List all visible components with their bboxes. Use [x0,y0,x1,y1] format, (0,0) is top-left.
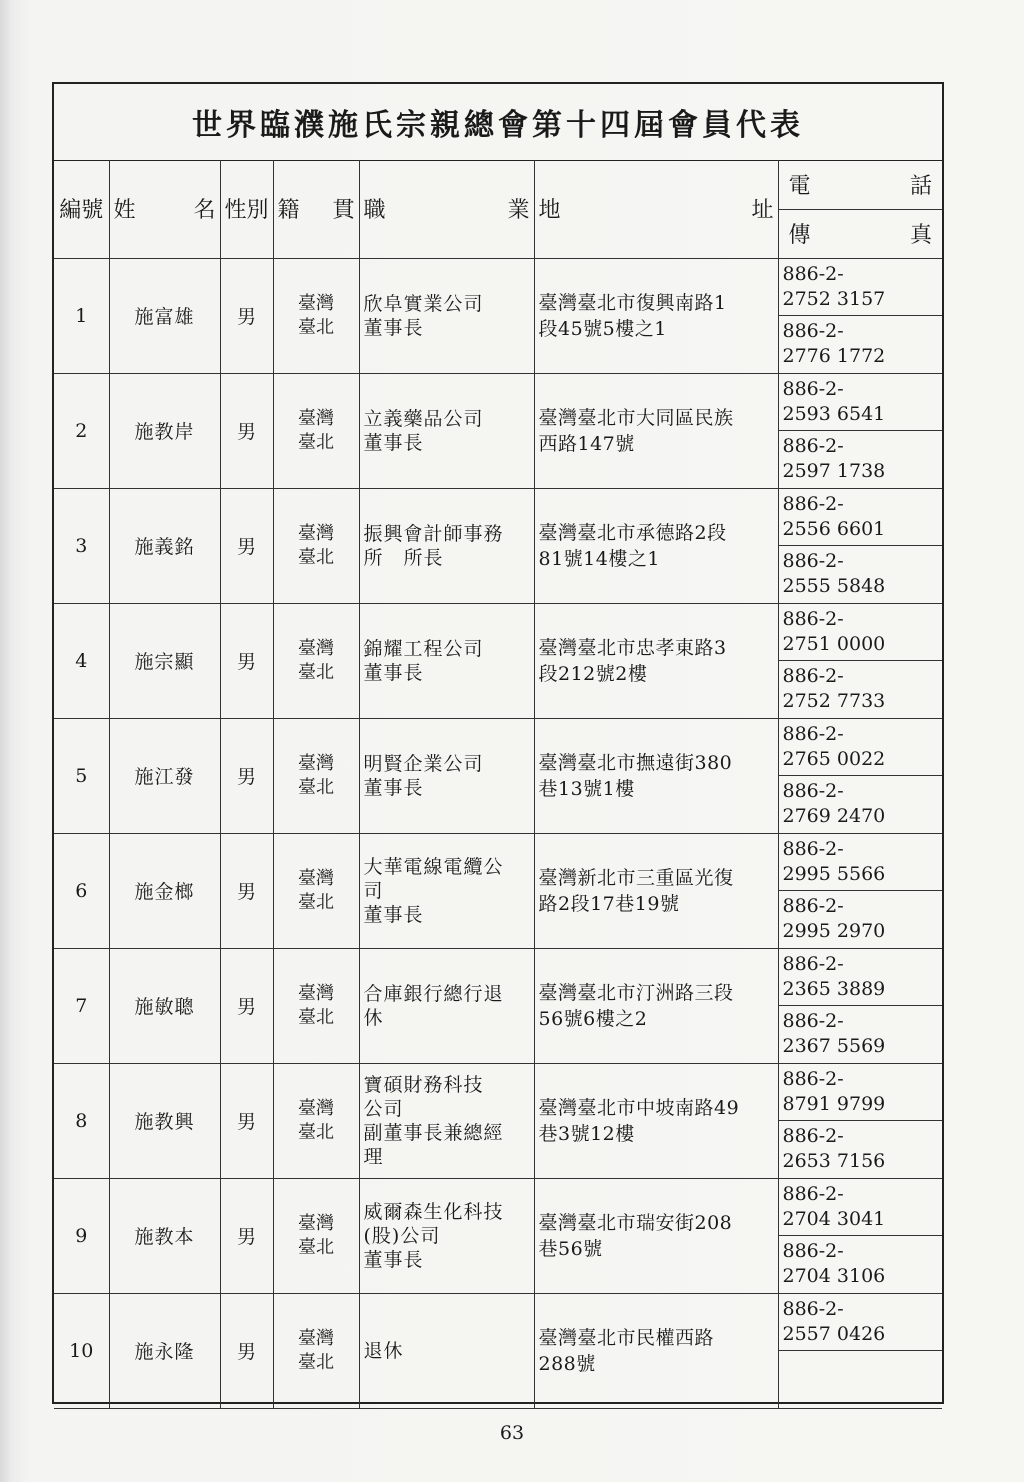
member-occupation [359,488,534,603]
member-phone [778,833,942,891]
text-line: 董事長 [363,661,424,684]
member-name: 施江發 [109,718,220,833]
text-line: 2704 3106 [782,1265,886,1288]
header-phone: 電 話 [778,160,942,209]
table-row [54,373,942,431]
member-sex: 男 [220,373,273,488]
member-number: 8 [54,1063,109,1178]
text-line: 886-2- [782,262,844,285]
text-line: 2704 3041 [782,1207,886,1230]
member-address [534,718,778,833]
text-line: 路2段17巷19號 [538,892,680,915]
member-number: 6 [54,833,109,948]
member-occupation [359,833,534,948]
text-line: 886-2- [782,435,844,458]
member-occupation [359,258,534,373]
text-line: 董事長 [363,1248,424,1271]
text-line: 8791 9799 [782,1092,886,1115]
member-origin [273,718,359,833]
text-line: 2555 5848 [782,575,886,598]
member-name: 施教岸 [109,373,220,488]
text-line: 臺灣臺北市中坡南路49 [538,1096,740,1119]
member-number: 3 [54,488,109,603]
origin-line: 臺北 [298,661,334,683]
text-line: 董事長 [363,776,424,799]
text-line: 56號6樓之2 [538,1007,648,1030]
text-line: 休 [363,1006,384,1029]
text-line: 西路147號 [538,432,635,455]
text-line: 段212號2樓 [538,662,648,685]
member-number: 2 [54,373,109,488]
member-roster-sheet [52,82,944,1404]
text-line: 2367 5569 [782,1035,886,1058]
origin-line: 臺灣 [298,407,334,429]
table-row [54,833,942,891]
member-phone [778,373,942,431]
header-job: 職 業 [359,160,534,258]
text-line: 886-2- [782,1240,844,1263]
text-line: 董事長 [363,316,424,339]
text-line: 董事長 [363,431,424,454]
text-line: 欣阜實業公司 [363,292,484,315]
member-fax [778,661,942,719]
text-line: 巷13號1樓 [538,777,635,800]
member-address [534,1293,778,1408]
member-address [534,603,778,718]
member-fax [778,1121,942,1179]
member-number: 1 [54,258,109,373]
member-address [534,258,778,373]
text-line: 臺灣臺北市撫遠街380 [538,751,733,774]
table-row [54,603,942,661]
text-line: 巷56號 [538,1237,603,1260]
member-occupation [359,1063,534,1178]
text-line: 886-2- [782,377,844,400]
text-line: 2365 3889 [782,977,886,1000]
origin-line: 臺北 [298,316,334,338]
text-line: 886-2- [782,607,844,630]
header-address: 地 址 [534,160,778,258]
text-line: (股)公司 [363,1224,441,1247]
table-row [54,1293,942,1351]
member-number: 5 [54,718,109,833]
table-row [54,1063,942,1121]
member-name: 施教興 [109,1063,220,1178]
member-occupation [359,718,534,833]
member-occupation [359,373,534,488]
member-name: 施永隆 [109,1293,220,1408]
text-line: 臺灣臺北市大同區民族 [538,406,734,429]
text-line: 886-2- [782,492,844,515]
text-line: 明賢企業公司 [363,752,484,775]
member-name: 施教本 [109,1178,220,1293]
member-fax [778,1006,942,1064]
member-sex: 男 [220,603,273,718]
member-sex: 男 [220,1178,273,1293]
member-phone [778,1063,942,1121]
member-fax [778,1351,942,1409]
member-fax [778,316,942,374]
member-phone [778,603,942,661]
member-origin [273,258,359,373]
member-origin [273,833,359,948]
text-line: 臺灣臺北市承德路2段 [538,521,727,544]
member-number: 9 [54,1178,109,1293]
member-occupation [359,1293,534,1408]
member-fax [778,431,942,489]
text-line: 2593 6541 [782,402,886,425]
member-fax [778,776,942,834]
text-line: 臺灣新北市三重區光復 [538,866,734,889]
text-line: 威爾森生化科技 [363,1200,504,1223]
header-origin: 籍 貫 [273,160,359,258]
text-line: 886-2- [782,1010,844,1033]
text-line: 理 [363,1145,384,1168]
text-line: 288號 [538,1352,596,1375]
member-name: 施富雄 [109,258,220,373]
origin-line: 臺灣 [298,1097,334,1119]
text-line: 886-2- [782,1067,844,1090]
text-line: 臺灣臺北市復興南路1 [538,291,727,314]
text-line: 臺灣臺北市民權西路 [538,1326,715,1349]
member-phone [778,718,942,776]
member-origin [273,948,359,1063]
text-line: 2752 7733 [782,690,886,713]
origin-line: 臺北 [298,1351,334,1373]
header-fax: 傳 真 [778,209,942,258]
header-row [54,160,942,209]
text-line: 886-2- [782,1182,844,1205]
member-origin [273,1293,359,1408]
origin-line: 臺北 [298,1236,334,1258]
member-name: 施金榔 [109,833,220,948]
text-line: 所 所長 [363,546,444,569]
text-line: 886-2- [782,665,844,688]
text-line: 振興會計師事務 [363,522,504,545]
text-line: 立義藥品公司 [363,407,484,430]
member-sex: 男 [220,258,273,373]
member-occupation [359,603,534,718]
table-row [54,718,942,776]
member-phone [778,1293,942,1351]
member-address [534,833,778,948]
header-sex: 性別 [220,160,273,258]
text-line: 董事長 [363,903,424,926]
origin-line: 臺北 [298,431,334,453]
origin-line: 臺灣 [298,752,334,774]
origin-line: 臺灣 [298,637,334,659]
text-line: 886-2- [782,550,844,573]
text-line: 886-2- [782,895,844,918]
text-line: 2653 7156 [782,1150,886,1173]
text-line: 大華電線電纜公 [363,855,504,878]
text-line: 合庫銀行總行退 [363,982,504,1005]
member-name: 施宗顯 [109,603,220,718]
text-line: 司 [363,879,384,902]
member-address [534,1063,778,1178]
member-origin [273,1063,359,1178]
member-phone [778,948,942,1006]
member-sex: 男 [220,833,273,948]
text-line: 2776 1772 [782,345,886,368]
member-address [534,1178,778,1293]
member-phone [778,258,942,316]
text-line: 2765 0022 [782,747,886,770]
member-sex: 男 [220,488,273,603]
page-title: 世界臨濮施氏宗親總會第十四屆會員代表 [54,84,942,161]
text-line: 886-2- [782,952,844,975]
member-origin [273,488,359,603]
origin-line: 臺灣 [298,522,334,544]
text-line: 2752 3157 [782,287,886,310]
origin-line: 臺北 [298,1121,334,1143]
text-line: 公司 [363,1097,404,1120]
text-line: 錦耀工程公司 [363,637,484,660]
origin-line: 臺灣 [298,1212,334,1234]
member-occupation [359,948,534,1063]
member-address [534,948,778,1063]
member-name: 施義銘 [109,488,220,603]
member-phone [778,488,942,546]
member-phone [778,1178,942,1236]
member-sex: 男 [220,1293,273,1408]
member-fax [778,546,942,604]
text-line: 寶碩財務科技 [363,1073,484,1096]
origin-line: 臺北 [298,1006,334,1028]
text-line: 2995 2970 [782,920,886,943]
member-sex: 男 [220,1063,273,1178]
origin-line: 臺灣 [298,292,334,314]
member-origin [273,373,359,488]
member-origin [273,603,359,718]
member-address [534,488,778,603]
origin-line: 臺灣 [298,1327,334,1349]
member-sex: 男 [220,718,273,833]
member-origin [273,1178,359,1293]
text-line: 2557 0426 [782,1322,886,1345]
text-line: 2597 1738 [782,460,886,483]
header-num: 編號 [54,160,109,258]
text-line: 886-2- [782,837,844,860]
member-occupation [359,1178,534,1293]
text-line: 臺灣臺北市忠孝東路3 [538,636,727,659]
member-name: 施敏聰 [109,948,220,1063]
text-line: 886-2- [782,1297,844,1320]
member-address [534,373,778,488]
table-row [54,258,942,316]
origin-line: 臺灣 [298,867,334,889]
text-line: 886-2- [782,722,844,745]
origin-line: 臺灣 [298,982,334,1004]
member-number: 10 [54,1293,109,1408]
text-line: 2995 5566 [782,862,886,885]
text-line: 臺灣臺北市汀洲路三段 [538,981,734,1004]
member-fax [778,891,942,949]
text-line: 巷3號12樓 [538,1122,635,1145]
text-line: 886-2- [782,1125,844,1148]
member-fax [778,1236,942,1294]
page-number: 63 [499,1422,525,1444]
table-row [54,1178,942,1236]
table-row [54,488,942,546]
text-line: 退休 [363,1339,404,1362]
text-line: 2751 0000 [782,632,886,655]
origin-line: 臺北 [298,776,334,798]
text-line: 2556 6601 [782,517,886,540]
origin-line: 臺北 [298,546,334,568]
text-line: 886-2- [782,780,844,803]
table-row [54,948,942,1006]
member-sex: 男 [220,948,273,1063]
text-line: 81號14樓之1 [538,547,660,570]
text-line: 886-2- [782,320,844,343]
text-line: 2769 2470 [782,805,886,828]
member-number: 7 [54,948,109,1063]
text-line: 臺灣臺北市瑞安街208 [538,1211,733,1234]
text-line: 段45號5樓之1 [538,317,667,340]
text-line: 副董事長兼總經 [363,1121,504,1144]
member-number: 4 [54,603,109,718]
header-name: 姓 名 [109,160,220,258]
member-table [54,160,942,1409]
origin-line: 臺北 [298,891,334,913]
